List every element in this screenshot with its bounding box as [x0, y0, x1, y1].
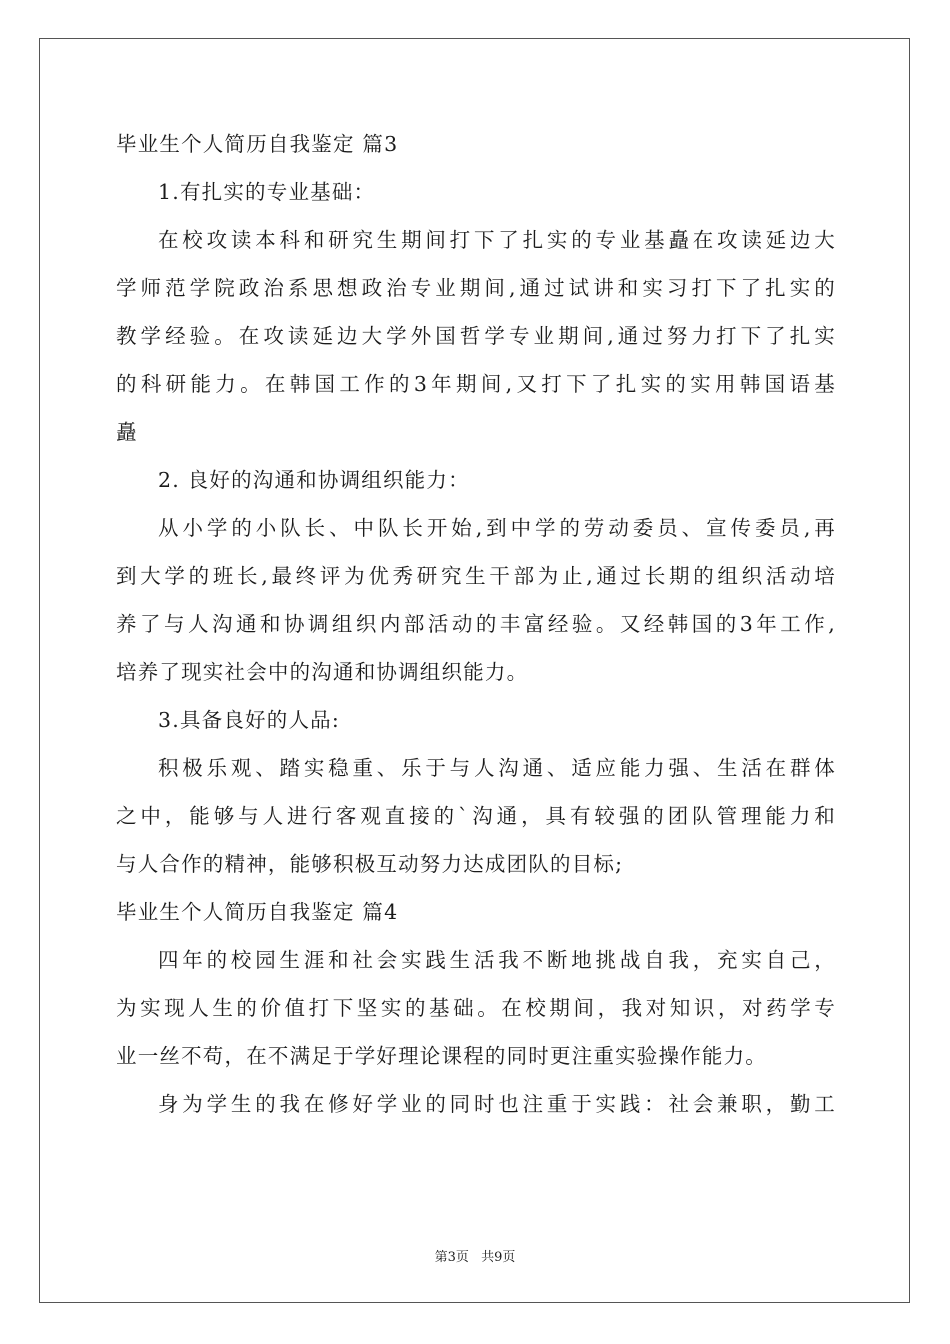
paragraph-line: 到大学的班长,最终评为优秀研究生干部为止,通过长期的组织活动培 — [116, 564, 836, 588]
paragraph-line: 积极乐观、踏实稳重、乐于与人沟通、适应能力强、生活在群体 — [158, 756, 836, 780]
paragraph-line: 矗 — [116, 420, 138, 444]
paragraph-line: 培养了现实社会中的沟通和协调组织能力。 — [116, 660, 529, 684]
paragraph-line: 养了与人沟通和协调组织内部活动的丰富经验。又经韩国的3年工作, — [116, 612, 836, 636]
paragraph-line: 为实现人生的价值打下坚实的基础。在校期间，我对知识，对药学专 — [116, 996, 836, 1020]
paragraph-line: 1.有扎实的专业基础： — [158, 180, 376, 204]
paragraph-line: 业一丝不苟，在不满足于学好理论课程的同时更注重实验操作能力。 — [116, 1044, 767, 1068]
document-body — [116, 120, 836, 1128]
section-title-3: 毕业生个人简历自我鉴定 篇3 — [116, 132, 399, 156]
page-footer — [0, 1246, 950, 1265]
paragraph-line: 教学经验。在攻读延边大学外国哲学专业期间,通过努力打下了扎实 — [116, 324, 836, 348]
paragraph-line: 与人合作的精神，能够积极互动努力达成团队的目标; — [116, 852, 624, 876]
page-number: 第3页 — [434, 1250, 469, 1265]
paragraph-line: 2. 良好的沟通和协调组织能力： — [158, 468, 470, 492]
paragraph-line: 3.具备良好的人品: — [158, 708, 340, 732]
paragraph-line: 四年的校园生涯和社会实践生活我不断地挑战自我，充实自己， — [158, 948, 836, 972]
paragraph-line: 的科研能力。在韩国工作的3年期间,又打下了扎实的实用韩国语基 — [116, 372, 836, 396]
page-total: 共9页 — [481, 1250, 516, 1265]
paragraph-line: 在校攻读本科和研究生期间打下了扎实的专业基矗在攻读延边大 — [158, 228, 836, 252]
section-title-4: 毕业生个人简历自我鉴定 篇4 — [116, 900, 399, 924]
paragraph-line: 之中，能够与人进行客观直接的`沟通，具有较强的团队管理能力和 — [116, 804, 836, 828]
paragraph-line: 学师范学院政治系思想政治专业期间,通过试讲和实习打下了扎实的 — [116, 276, 836, 300]
paragraph-line: 从小学的小队长、中队长开始,到中学的劳动委员、宣传委员,再 — [158, 516, 836, 540]
paragraph-line: 身为学生的我在修好学业的同时也注重于实践：社会兼职，勤工 — [158, 1092, 836, 1116]
